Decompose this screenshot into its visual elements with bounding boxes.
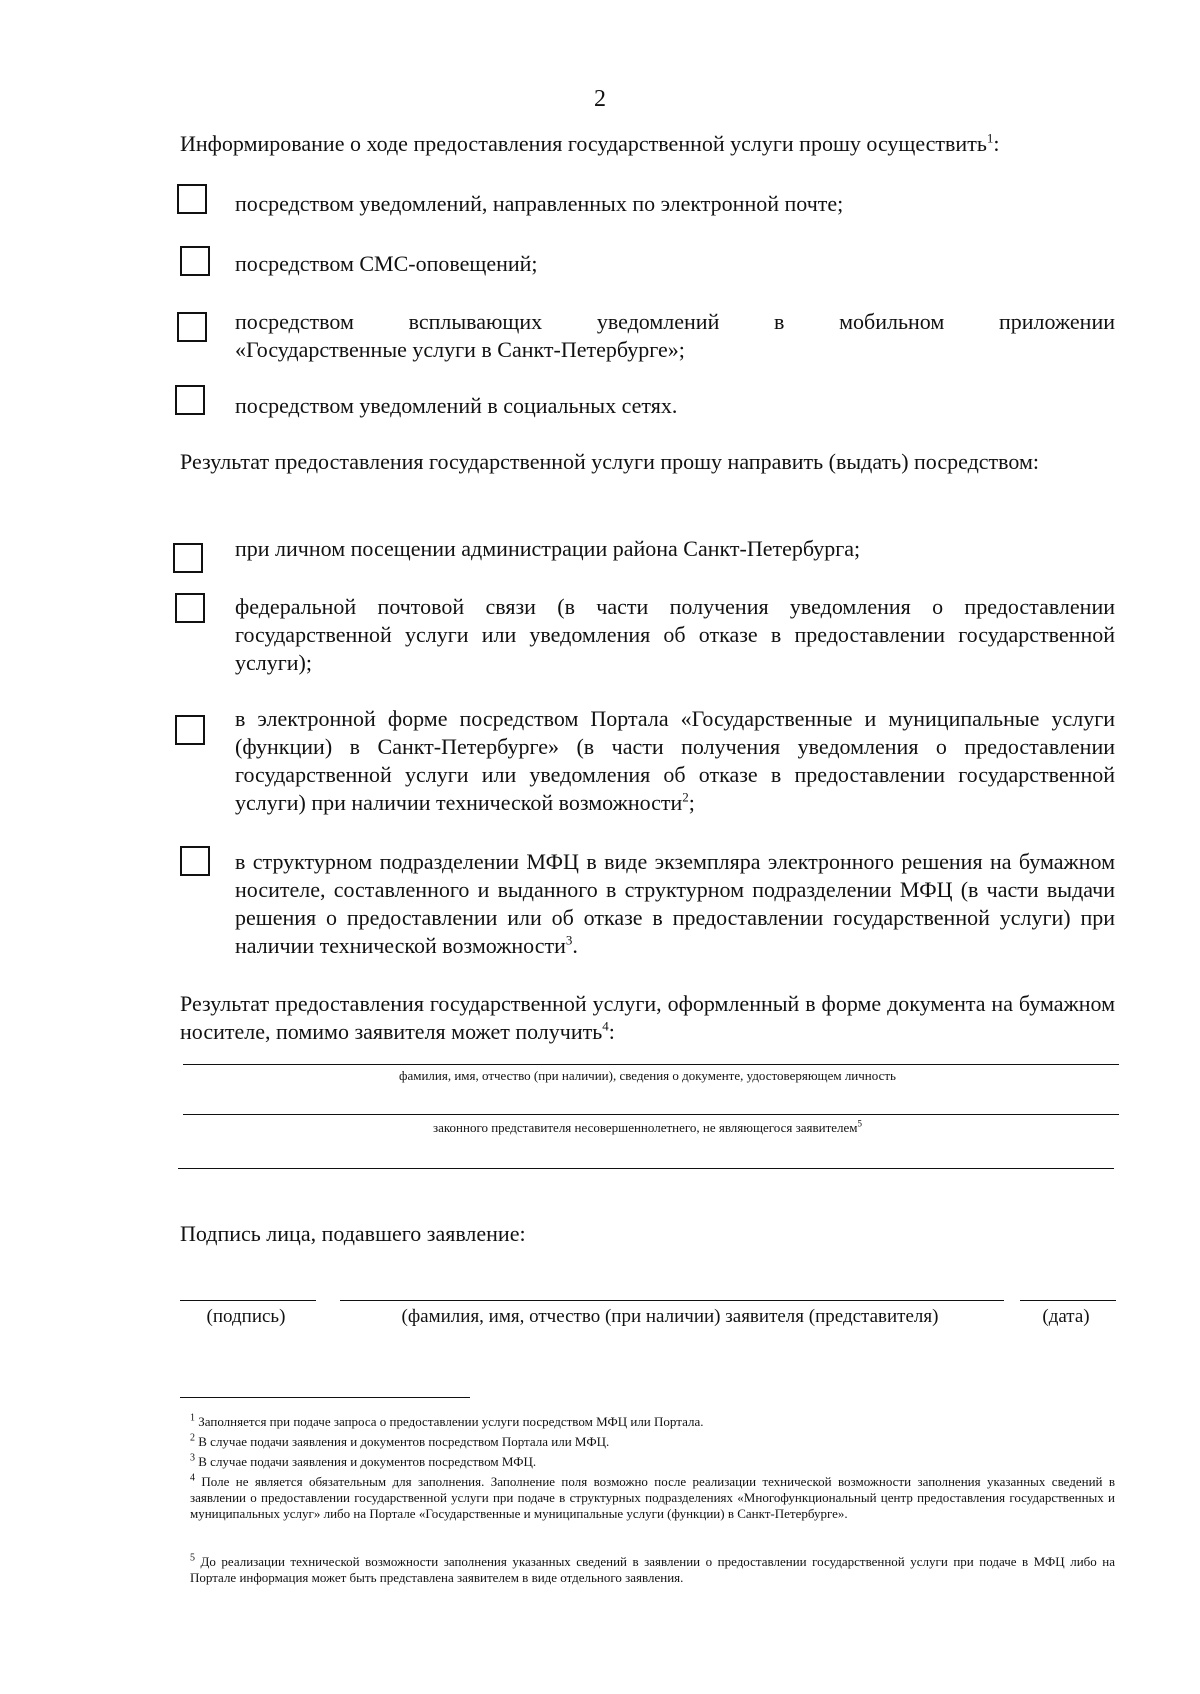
signature-field[interactable]: [180, 1278, 316, 1301]
footnote-3: [190, 1454, 1115, 1470]
signature-label: (подпись): [206, 1306, 286, 1327]
date-label: (дата): [1042, 1306, 1090, 1327]
footnote-4-text: Поле не является обязательным для заполнения. Заполнение поля возможно после реализации технической возможности заполнения указанных сведений в заявлении о предоставлении государственной услуги при подаче в структурных подразделениях «Многофункциональный центр предоставления государственных и муниципальных услуг» либо на Портале «Государственные и муниципальные услуги (функции) в Санкт-Петербурге».: [190, 1474, 1116, 1521]
footnote-5-mark: 5: [190, 1552, 195, 1564]
footnote-2-mark: 2: [190, 1432, 195, 1444]
checkbox-sms[interactable]: [180, 246, 210, 276]
footnote-5: [190, 1554, 1115, 1586]
recipient-caption-2: [180, 1120, 1115, 1136]
option-electronic-end: ;: [688, 790, 695, 815]
footnote-1: [190, 1414, 1115, 1430]
date-field[interactable]: [1020, 1278, 1116, 1301]
paper-result-end: :: [608, 1019, 615, 1044]
applicant-name-field[interactable]: [340, 1278, 1004, 1301]
footnote-4-mark: 4: [190, 1472, 195, 1484]
footnote-separator: [180, 1397, 470, 1398]
recipient-caption-1: фамилия, имя, отчество (при наличии), сведения о документе, удостоверяющем личность: [399, 1068, 896, 1083]
recipient-caption-2-text: законного представителя несовершеннолетнего, не являющегося заявителем: [432, 1120, 858, 1135]
option-electronic: [235, 705, 1115, 817]
footnote-1-text: Заполняется при подаче запроса о предоставлении услуги посредством МФЦ или Портала.: [198, 1414, 704, 1429]
footnote-ref-1: 1: [986, 130, 994, 146]
footnote-5-text: До реализации технической возможности заполнения указанных сведений в заявлении о предоставлении государственной услуги при подаче в МФЦ либо на Портале информация может быть представлена заявителем в виде отдельного заявления.: [190, 1554, 1115, 1585]
informing-intro: [180, 130, 1115, 158]
footnote-1-mark: 1: [190, 1412, 195, 1424]
recipient-line-2[interactable]: [183, 1090, 1119, 1115]
recipient-line-1[interactable]: [183, 1040, 1119, 1065]
footnote-2-text: В случае подачи заявления и документов посредством Портала или МФЦ.: [198, 1434, 610, 1449]
result-intro: Результат предоставления государственной услуги прошу направить (выдать) посредством:: [180, 449, 1039, 474]
footnote-3-text: В случае подачи заявления и документов посредством МФЦ.: [198, 1454, 537, 1469]
footnote-ref-2: 2: [682, 789, 689, 805]
informing-intro-text: Информирование о ходе предоставления государственной услуги прошу осуществить: [180, 131, 987, 156]
option-mfc: [235, 848, 1115, 960]
option-mfc-text: в структурном подразделении МФЦ в виде экземпляра электронного решения на бумажном носителе, составленного и выданного в структурном подразделении МФЦ (в части выдачи решения о предоставлении или об отказе в предоставлении государственной услуги) при наличии технической возможности: [235, 849, 1115, 958]
page-number: 2: [594, 86, 606, 112]
option-social: посредством уведомлений в социальных сетях.: [235, 393, 678, 418]
paper-result-text: [180, 990, 1115, 1046]
option-post: федеральной почтовой связи (в части получения уведомления о предоставлении государственной услуги или уведомления об отказе в предоставлении государственной услуги);: [235, 594, 1115, 675]
checkbox-personal-visit[interactable]: [173, 543, 203, 573]
checkbox-social[interactable]: [175, 385, 205, 415]
option-sms: посредством СМС-оповещений;: [235, 251, 538, 276]
footnote-4: [190, 1474, 1115, 1522]
footnote-2: [190, 1434, 1115, 1450]
checkbox-electronic[interactable]: [175, 715, 205, 745]
option-email: посредством уведомлений, направленных по электронной почте;: [235, 191, 844, 216]
option-mfc-end: .: [572, 933, 578, 958]
option-push-line2: «Государственные услуги в Санкт-Петербурге»;: [235, 337, 685, 362]
informing-intro-end: :: [993, 131, 1000, 156]
recipient-line-3[interactable]: [178, 1144, 1114, 1169]
checkbox-push[interactable]: [177, 312, 207, 342]
option-electronic-text: в электронной форме посредством Портала «Государственные и муниципальные услуги (функции) в Санкт-Петербурге» (в части получения уведомления о предоставлении государственной услуги или уведомления об отказе в предоставлении государственной услуги) при наличии технической возможности: [235, 706, 1115, 815]
footnote-ref-4: 4: [602, 1018, 609, 1034]
signature-title: Подпись лица, подавшего заявление:: [180, 1221, 526, 1246]
paper-result-body: Результат предоставления государственной услуги, оформленный в форме документа на бумажном носителе, помимо заявителя может получить: [180, 991, 1115, 1044]
option-push-line1: посредством всплывающих уведомлений в мобильном приложении: [235, 309, 1115, 334]
footnote-3-mark: 3: [190, 1452, 195, 1464]
applicant-name-label: (фамилия, имя, отчество (при наличии) заявителя (представителя): [401, 1306, 939, 1327]
footnote-ref-5: 5: [857, 1118, 863, 1129]
checkbox-mfc[interactable]: [180, 846, 210, 876]
checkbox-post[interactable]: [175, 593, 205, 623]
checkbox-email[interactable]: [177, 184, 207, 214]
footnote-ref-3: 3: [565, 932, 573, 948]
option-personal-visit: при личном посещении администрации района Санкт-Петербурга;: [235, 536, 861, 561]
